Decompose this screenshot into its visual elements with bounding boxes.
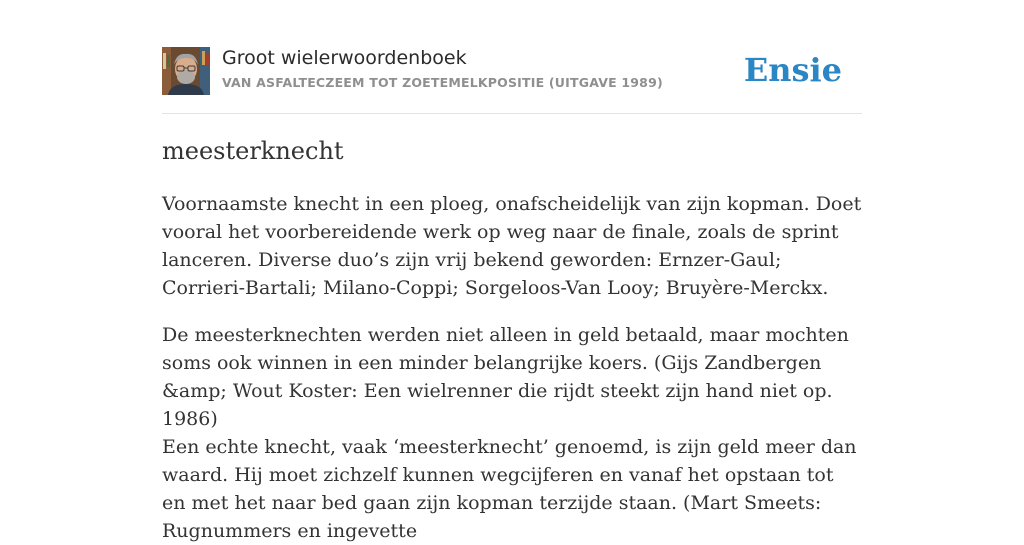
entry-quote [162, 433, 862, 545]
book-header [162, 46, 862, 96]
book-title[interactable]: Groot wielerwoordenboek [222, 47, 467, 69]
entry-headword: meesterknecht [162, 137, 344, 165]
author-portrait-icon [162, 47, 210, 95]
header-divider [162, 113, 862, 114]
ensie-logo[interactable]: Ensie [743, 51, 842, 89]
entry-quote [162, 321, 862, 433]
entry-definition [162, 190, 862, 302]
quote-text: De meesterknechten werden niet alleen in geld betaald, maar mochten soms ook winnen in een minder belangrijke koers. (Gijs Zandbergen &amp; Wout Koster: Een wielrenner die rijdt steekt zijn hand niet op. 1986) [162, 324, 849, 430]
quote-text: Een echte knecht, vaak ‘meesterknecht’ genoemd, is zijn geld meer dan waard. Hij moet zichzelf kunnen wegcijferen en vanaf het opstaan tot en met het naar bed gaan zijn kopman terzijde staan. (Mart Smeets: Rugnummers en ingevette [162, 436, 857, 542]
author-avatar[interactable] [162, 47, 210, 95]
definition-text: Voornaamste knecht in een ploeg, onafscheidelijk van zijn kopman. Doet vooral het voorbereidende werk op weg naar de finale, zoals de sprint lanceren. Diverse duo’s zijn vrij bekend geworden: Ernzer-Gaul; Corrieri-Bartali; Milano-Coppi; Sorgeloos-Van Looy; Bruyère-Merckx. [162, 193, 862, 299]
book-subtitle: VAN ASFALTECZEEM TOT ZOETEMELKPOSITIE (UITGAVE 1989) [222, 75, 663, 90]
